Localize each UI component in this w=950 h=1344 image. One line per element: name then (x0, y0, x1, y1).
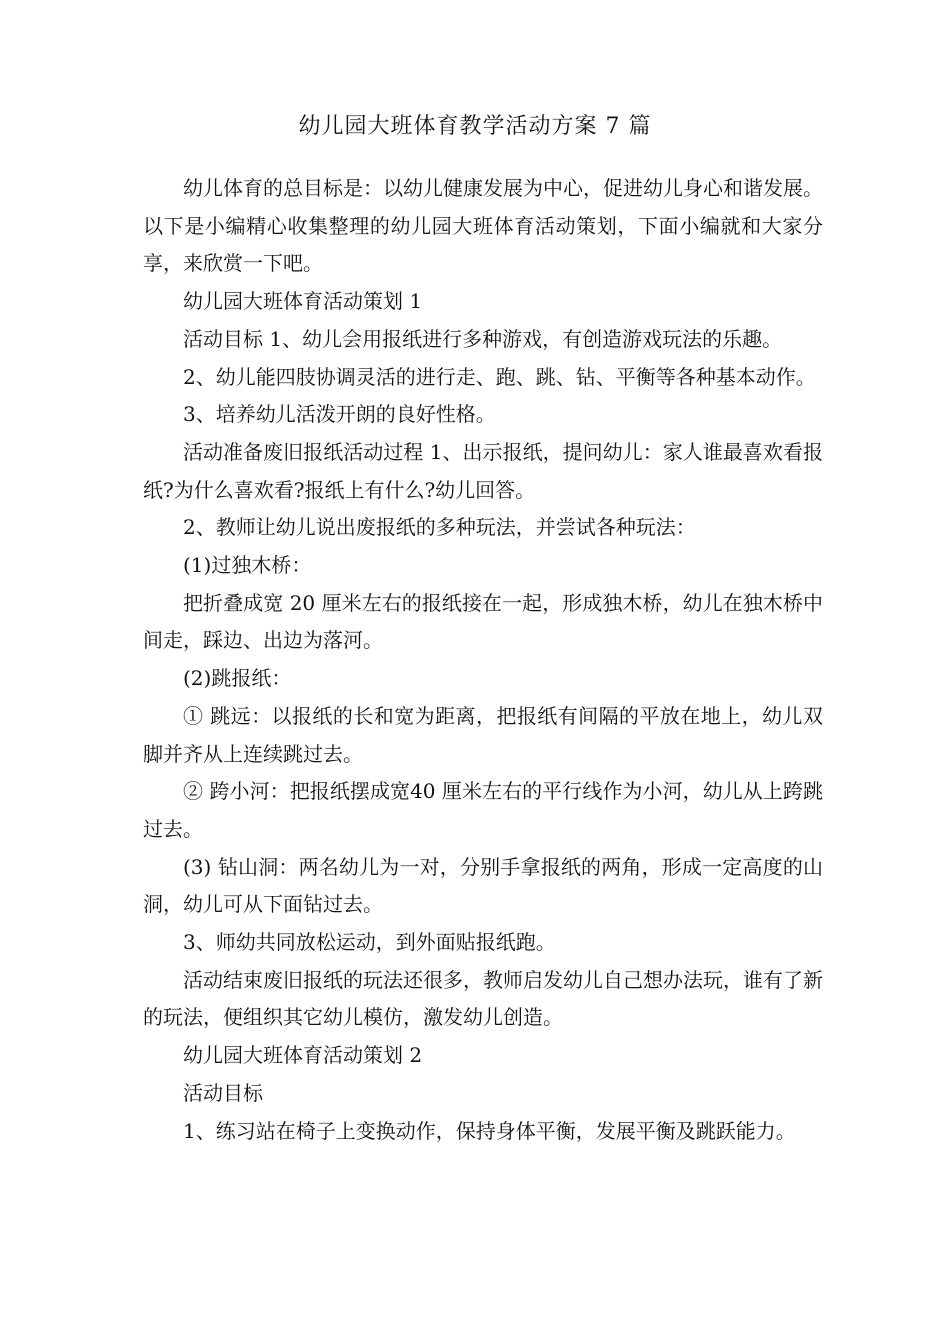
document-title: 幼儿园大班体育教学活动方案 7 篇 (298, 114, 652, 139)
paragraph-intro: 幼儿体育的总目标是：以幼儿健康发展为中心，促进幼儿身心和谐发展。以下是小编精心收集整理的幼儿园大班体育活动策划，下面小编就和大家分享，来欣赏一下吧。 (143, 176, 823, 276)
paragraph: 活动结束废旧报纸的玩法还很多，教师启发幼儿自己想办法玩，谁有了新的玩法，便组织其它幼儿模仿，激发幼儿创造。 (143, 967, 823, 1030)
document-body (143, 170, 823, 1150)
paragraph: (3) 钻山洞：两名幼儿为一对，分别手拿报纸的两角，形成一定高度的山洞，幼儿可从下面钻过去。 (143, 854, 823, 917)
paragraph: ① 跳远：以报纸的长和宽为距离，把报纸有间隔的平放在地上，幼儿双脚并齐从上连续跳过去。 (143, 703, 823, 766)
paragraph: ② 跨小河：把报纸摆成宽40 厘米左右的平行线作为小河，幼儿从上跨跳过去。 (143, 779, 823, 841)
paragraph: 活动目标 1、幼儿会用报纸进行多种游戏，有创造游戏玩法的乐趣。 (183, 326, 783, 351)
paragraph: 2、教师让幼儿说出废报纸的多种玩法，并尝试各种玩法： (183, 515, 696, 540)
paragraph: (1)过独木桥： (183, 553, 312, 578)
paragraph: (2)跳报纸： (183, 666, 292, 691)
paragraph: 活动准备废旧报纸活动过程 1、出示报纸，提问幼儿：家人谁最喜欢看报纸?为什么喜欢看?报纸上有什么?幼儿回答。 (143, 439, 823, 502)
paragraph: 1、练习站在椅子上变换动作，保持身体平衡，发展平衡及跳跃能力。 (183, 1118, 796, 1143)
paragraph: 把折叠成宽 20 厘米左右的报纸接在一起，形成独木桥，幼儿在独木桥中间走，踩边、出边为落河。 (143, 590, 823, 653)
paragraph: 活动目标 (183, 1080, 263, 1105)
paragraph: 2、幼儿能四肢协调灵活的进行走、跑、跳、钻、平衡等各种基本动作。 (183, 364, 816, 389)
section-heading-plan-2: 幼儿园大班体育活动策划 2 (183, 1043, 423, 1068)
paragraph: 3、师幼共同放松运动，到外面贴报纸跑。 (183, 930, 556, 955)
section-heading-plan-1: 幼儿园大班体育活动策划 1 (183, 289, 423, 314)
paragraph: 3、培养幼儿活泼开朗的良好性格。 (183, 402, 496, 427)
